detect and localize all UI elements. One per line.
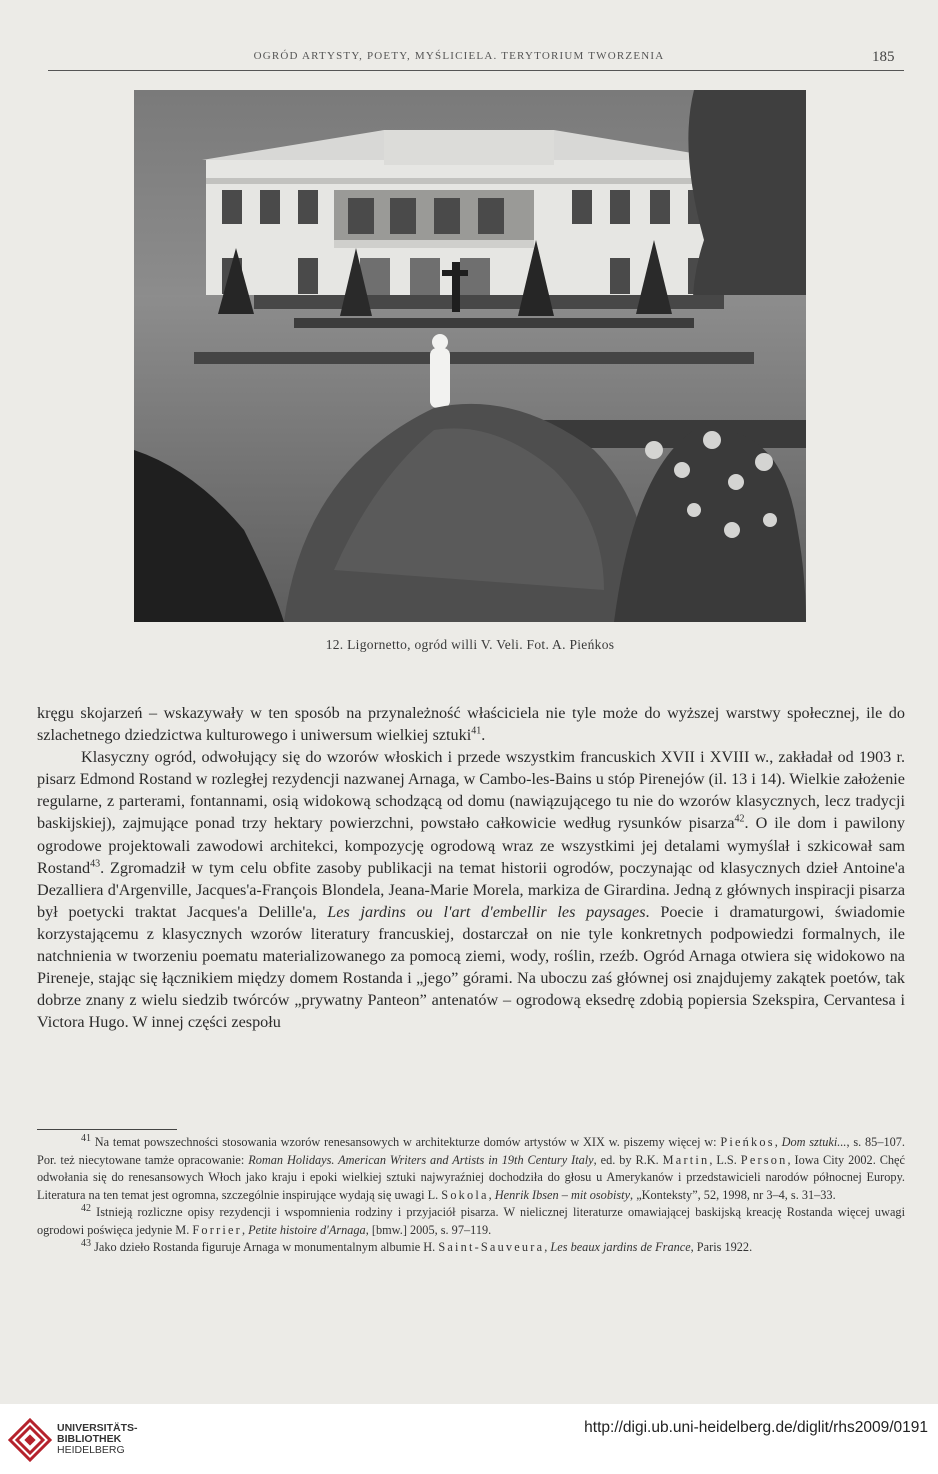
footnote-41 [37, 1134, 905, 1204]
footnote-text: , [544, 1240, 551, 1254]
p2-text-a: Klasyczny ogród, odwołujący się do wzorów włoskich i przede wszystkim francuskich XVII i XVIII w., zakładał od 1903 r. pisarz Edmond Rostand w rozległej rezydencji nazwanej Arnaga, w Cambo-les-Bains u stóp Pirenejów (il. 13 i 14). Wielkie założenie regularne, z parterami, fontannami, osią widokową schodzącą od domu (nawiązującego tu nie do wzorów klasycznych, lecz tradycji baskijskiej), zajmujące ponad trzy hektary powierzchni, powstało całkowicie według rysunków pisarza [37, 748, 905, 833]
footnote-author: Martin [662, 1152, 710, 1167]
footnote-text: Na temat powszechności stosowania wzorów renesansowych w architekturze domów artystów w XIX w. piszemy więcej w: [91, 1135, 721, 1149]
footnote-text: , ed. by R.K. [593, 1152, 663, 1167]
p2-text-d: . Poecie i dramaturgowi, świadomie korzystającemu z klasycznych wzorów literatury francuskiej, dostarczał on nie tyle konkretnych podpowiedzi formalnych, ile natchnienia w tworzeniu poematu materializowanego za pomocą ziemi, wody, roślin, rzeźb. Ogród Arnaga otwiera się widokowo na Pireneje, stając się łącznikiem między domem Rostanda i „jego” górami. Na uboczu zaś głównej osi znajdujemy zakątek poetów, tak dobrze znany z wielu siedzib twórców „prywatny Panteon” antenatów – ogrodową eksedrę zdobią popiersia Szekspira, Cervantesa i Victora Hugo. W innej części zespołu [37, 902, 905, 1032]
photo-villa-garden-icon [134, 90, 806, 622]
logo-line-1: UNIVERSITÄTS- [57, 1422, 138, 1434]
footnote-title: Dom sztuki... [781, 1135, 847, 1149]
footnote-text: , [bmw.] 2005, s. 97–119. [365, 1222, 492, 1237]
running-head: OGRÓD ARTYSTY, POETY, MYŚLICIELA. TERYTORIUM TWORZENIA [253, 50, 665, 62]
logo-line-3: HEIDELBERG [57, 1444, 125, 1456]
p1-text: kręgu skojarzeń – wskazywały w ten sposób na przynależność właściciela nie tyle może do wyższej warstwy społecznej, ile do szlachetnego dziedzictwa kulturowego i uniwersum wielkiej sztuki [37, 704, 905, 745]
footnote-43 [37, 1239, 905, 1257]
footnote-author: Pieńkos [720, 1135, 775, 1149]
p2-text-b: . O ile dom i pawilony ogrodowe projektowali zawodowi architekci, kompozycję ogrodową wraz ze wszystkimi jej detalami wymyślał i szkicował sam Rostand [37, 814, 906, 877]
footnote-author: Forrier [192, 1222, 242, 1237]
p1-end: . [481, 726, 486, 745]
footnote-text: , [241, 1222, 249, 1237]
footer-url-link[interactable]: http://digi.ub.uni-heidelberg.de/diglit/rhs2009/0191 [584, 1419, 928, 1436]
footnote-text: , Iowa City 2002. Chęć odwołania się do renesansowych Włoch jako kraju i epoki wielkiej sztuki najwyraźniej dochodziła do głosu u Amerykanów i przedstawicieli narodów północnej Europy. Literatura na ten temat jest ogromna, szczególnie inspirujące wydają się uwagi L. [37, 1152, 905, 1202]
footnote-number: 42 [81, 1202, 91, 1214]
footnote-title: Henrik Ibsen – mit osobisty [494, 1187, 631, 1202]
footnote-title: Les beaux jardins de France [550, 1240, 691, 1254]
header-rule [48, 70, 904, 71]
logo-line-2: BIBLIOTHEK [57, 1433, 122, 1445]
footnote-rule [37, 1129, 177, 1130]
library-logo-text[interactable] [57, 1423, 138, 1456]
footnote-text: , „Konteksty”, 52, 1998, nr 3–4, s. 31–33. [630, 1187, 836, 1202]
footnote-title: Petite histoire d'Arnaga [248, 1222, 366, 1237]
footnote-text: , Paris 1922. [690, 1240, 753, 1254]
footnote-ref-43[interactable]: 43 [90, 858, 101, 870]
footnote-title: Roman Holidays. American Writers and Artists in 19th Century Italy [248, 1152, 594, 1167]
page-number: 185 [872, 49, 895, 65]
footnote-author: Saint-Sauveura [438, 1240, 545, 1254]
p2-text-c: . Zgromadził w tym celu obfite zasoby publikacji na temat historii ogrodów, poczynając od klasycznych dzieł Antoine'a Dezalliera d'Argenville, Jacques'a-François Blondela, Jeana-Marie Morela, markiza de Girardina. Jedną z głównych inspiracji pisarza był poetycki traktat Jacques'a Delille'a, [37, 858, 905, 921]
footnote-text: , L.S. [709, 1152, 741, 1167]
body-text [37, 702, 905, 1033]
figure-caption: 12. Ligornetto, ogród willi V. Veli. Fot. A. Pieńkos [325, 637, 615, 652]
footer-bar [0, 1404, 938, 1474]
footnote-number: 41 [81, 1132, 91, 1144]
footnote-ref-42[interactable]: 42 [734, 814, 745, 826]
footnote-text: , [488, 1187, 495, 1202]
footnote-author: Person [740, 1152, 788, 1167]
footnote-text: Jako dzieło Rostanda figuruje Arnaga w monumentalnym albumie H. [91, 1240, 439, 1254]
p2-book-title: Les jardins ou l'art d'embellir les paysages [327, 902, 646, 921]
university-library-logo-icon[interactable] [8, 1418, 52, 1462]
footnotes [37, 1134, 905, 1257]
footnote-ref-41[interactable]: 41 [471, 725, 482, 737]
paragraph-2 [37, 746, 905, 1033]
footnote-author: Sokola [441, 1187, 489, 1202]
footnote-text: , [774, 1135, 782, 1149]
footnote-42 [37, 1204, 905, 1239]
figure-photo [134, 90, 806, 622]
footnote-text: Istnieją rozliczne opisy rezydencji i wspomnienia rodziny i przyjaciół pisarza. W nielicznej literaturze omawiającej baskijską kreację Rostanda więcej uwagi ogrodowi poświęca jedynie M. [37, 1205, 905, 1237]
paragraph-1 [37, 702, 905, 746]
footnote-number: 43 [81, 1237, 91, 1249]
footnote-text: , s. 85–107. Por. też niecytowane tamże opracowanie: [37, 1135, 905, 1167]
